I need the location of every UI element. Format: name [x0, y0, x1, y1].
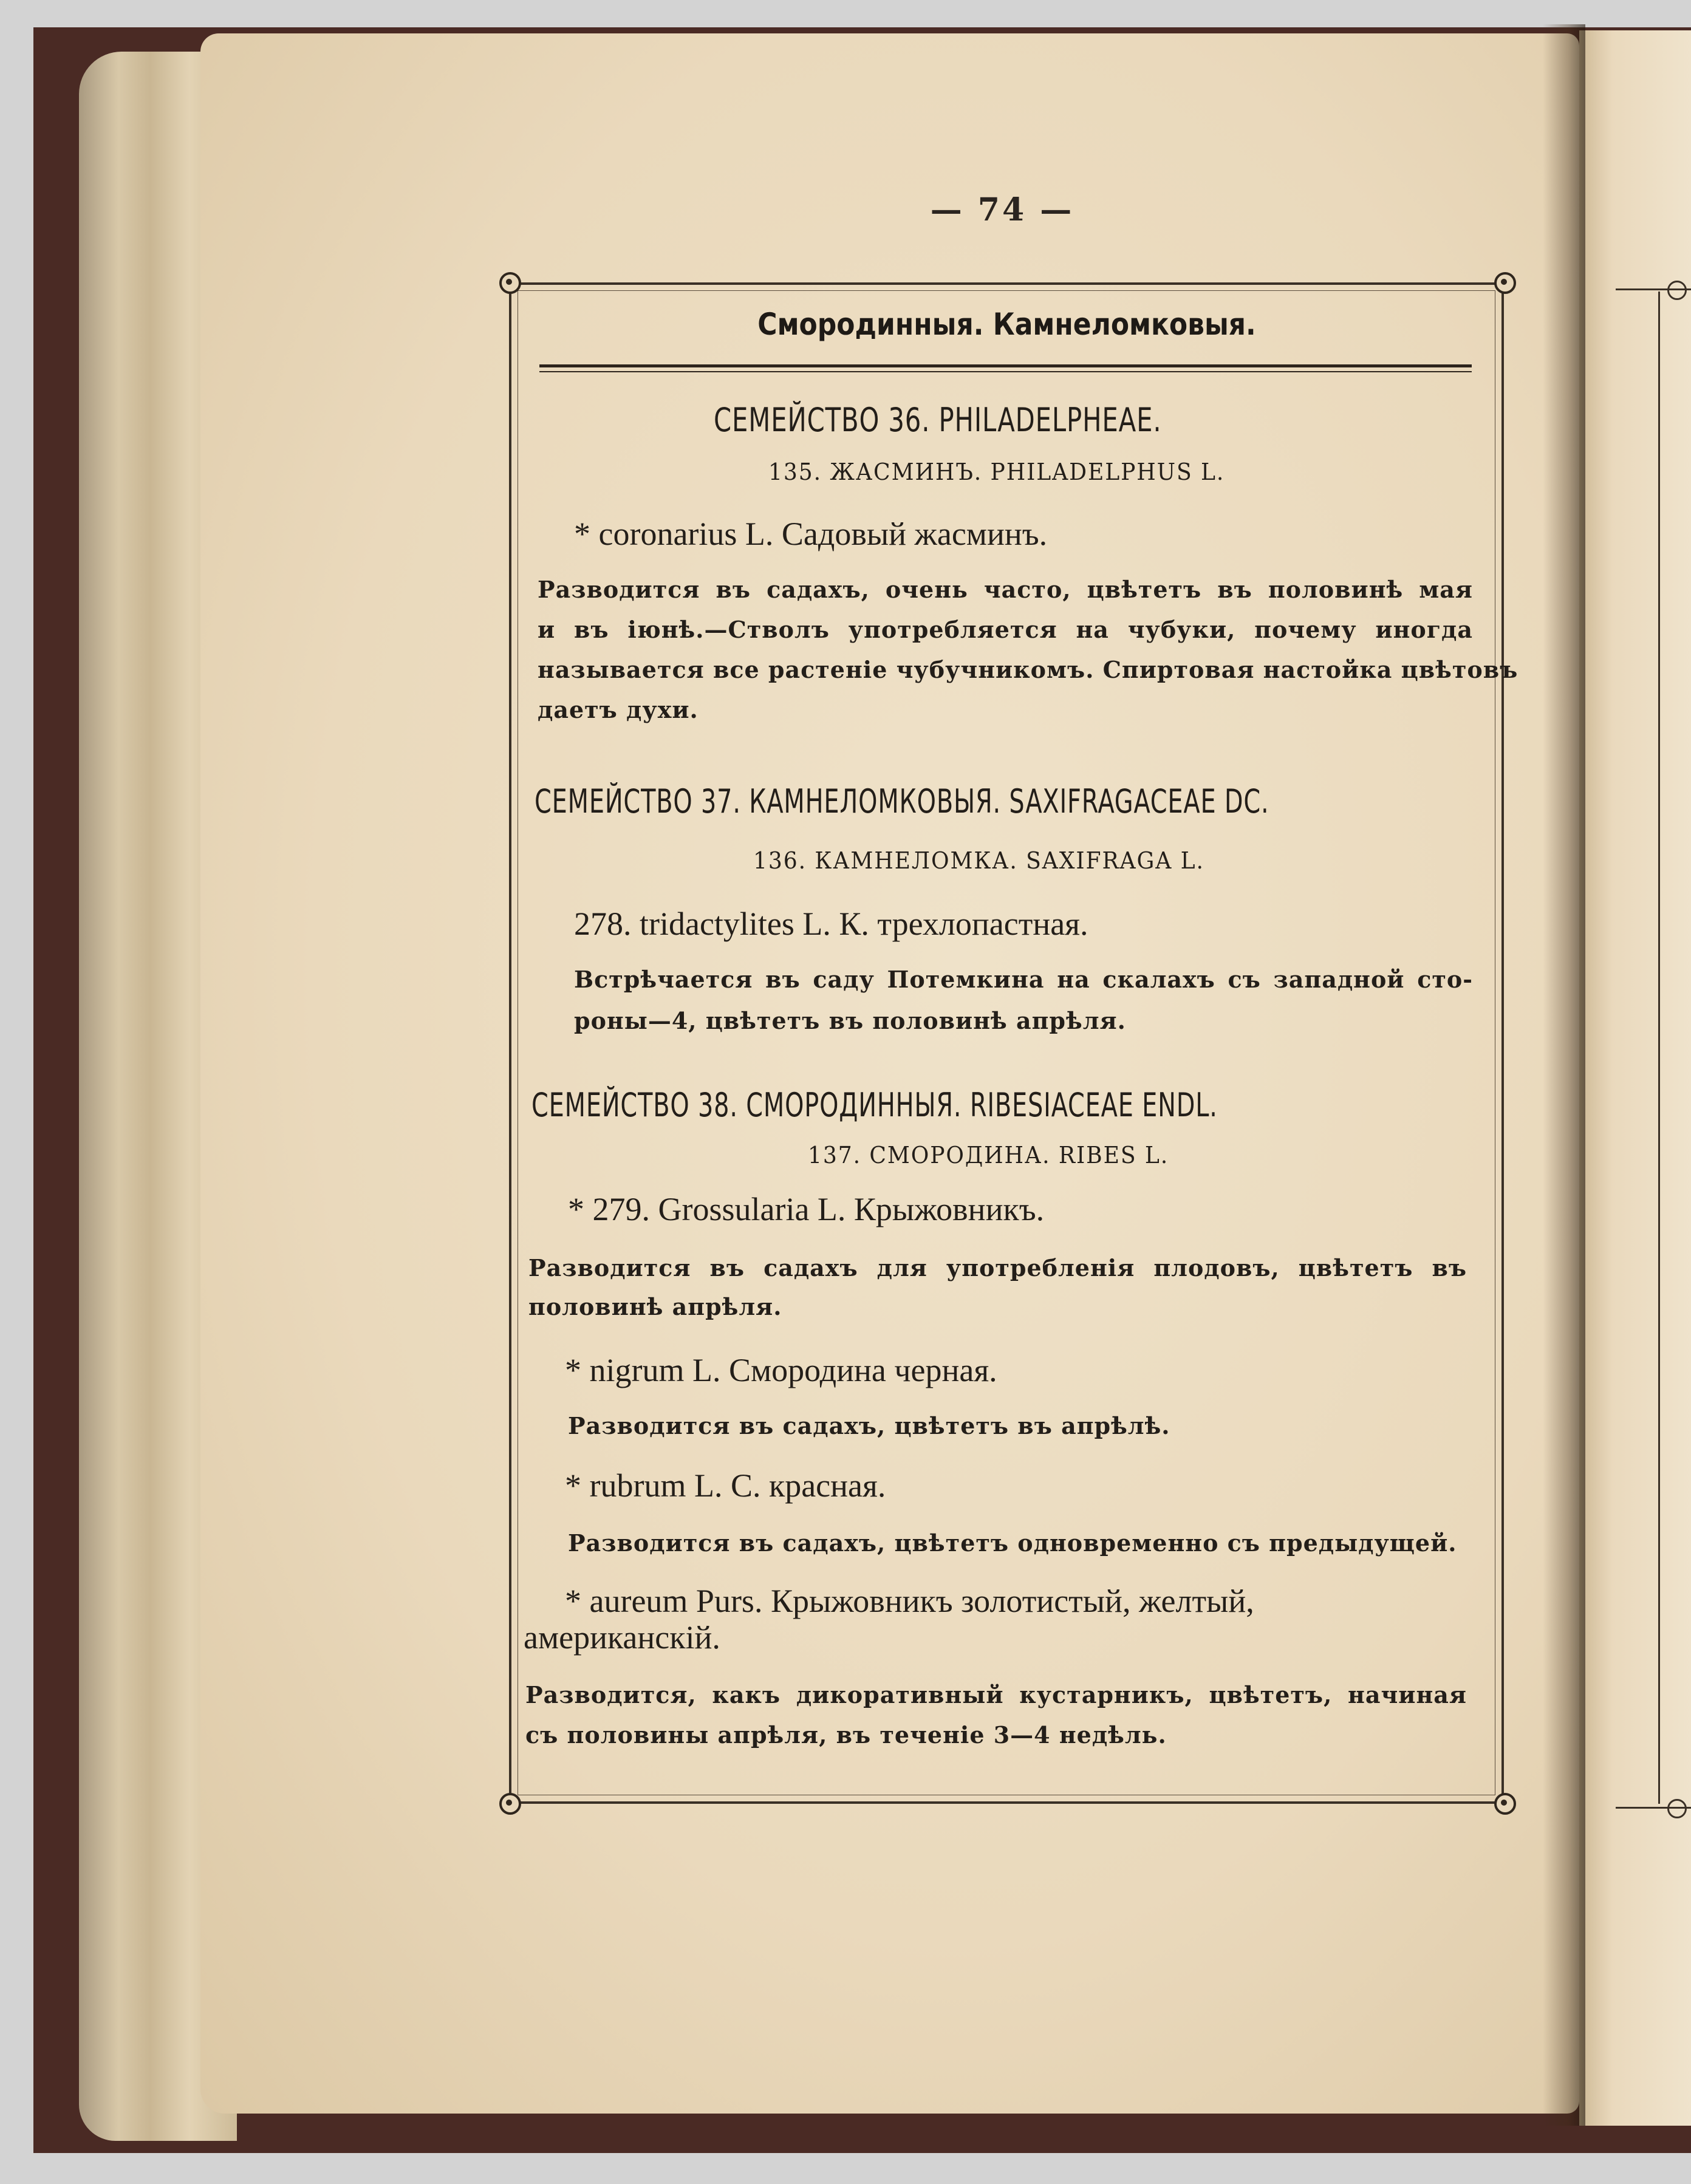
species-description: Разводится въ садахъ, цвѣтетъ одновременно съ предыдущей.: [568, 1529, 1457, 1557]
corner-ornament-icon: [1494, 1793, 1516, 1815]
species-description: [525, 1681, 1467, 1761]
corner-ornament-icon: [1667, 1799, 1687, 1818]
genus-heading: 136. КАМНЕЛОМКА. SAXIFRAGA L.: [753, 847, 1204, 874]
text-line: съ половины апрѣля, въ теченіе 3—4 недѣль.: [525, 1721, 1167, 1749]
text-line: Разводится въ садахъ для употребленія плодовъ, цвѣтетъ въ: [528, 1254, 1467, 1281]
family-heading: СЕМЕЙСТВО 38. СМОРОДИННЫЯ. RIBESIACEAE ENDL.: [531, 1086, 1218, 1124]
corner-ornament-icon: [499, 272, 521, 294]
adjacent-page-rule: [1658, 292, 1660, 1804]
species-name: * coronarius L. Садовый жасминъ.: [574, 516, 1048, 552]
text-line: половинѣ апрѣля.: [528, 1293, 782, 1320]
species-name: * aureum Purs. Крыжовникъ золотистый, желтый,: [565, 1583, 1254, 1619]
text-line: Встрѣчается въ саду Потемкина на скалахъ съ западной сто-: [574, 966, 1473, 993]
family-heading: СЕМЕЙСТВО 37. КАМНЕЛОМКОВЫЯ. SAXIFRAGACEAE DC.: [535, 782, 1269, 821]
text-line: Разводится, какъ дикоративный кустарникъ, цвѣтетъ, начиная: [525, 1681, 1467, 1708]
page-number: — 74 —: [930, 191, 1074, 228]
header-rule: [539, 371, 1472, 372]
corner-ornament-icon: [499, 1793, 521, 1815]
species-description: [528, 1254, 1467, 1332]
family-heading: СЕМЕЙСТВО 36. PHILADELPHEAE.: [714, 401, 1162, 439]
text-line: и въ іюнѣ.—Стволъ употребляется на чубуки, почему иногда: [538, 616, 1473, 643]
text-line: даетъ духи.: [538, 696, 699, 723]
corner-ornament-icon: [1667, 281, 1687, 300]
species-name: американскій.: [524, 1619, 720, 1656]
species-name: * rubrum L. С. красная.: [565, 1467, 886, 1504]
header-rule: [539, 364, 1472, 367]
genus-heading: 137. СМОРОДИНА. RIBES L.: [808, 1142, 1169, 1169]
running-head: Смородинныя. Камнеломковыя.: [757, 307, 1256, 342]
species-description: [538, 576, 1518, 736]
species-name: 278. tridactylites L. К. трехлопастная.: [574, 906, 1088, 942]
book-gutter-shadow: [1543, 24, 1585, 2126]
text-line: называется все растеніе чубучникомъ. Спиртовая настойка цвѣтовъ: [538, 656, 1518, 683]
text-line: роны—4, цвѣтетъ въ половинѣ апрѣля.: [574, 1007, 1126, 1034]
species-name: * nigrum L. Смородина черная.: [565, 1352, 997, 1388]
text-line: Разводится въ садахъ, очень часто, цвѣтетъ въ половинѣ мая: [538, 576, 1473, 603]
species-description: Разводится въ садахъ, цвѣтетъ въ апрѣлѣ.: [568, 1412, 1170, 1439]
species-name: * 279. Grossularia L. Крыжовникъ.: [568, 1191, 1045, 1227]
genus-heading: 135. ЖАСМИНЪ. PHILADELPHUS L.: [768, 459, 1225, 485]
species-description: [574, 966, 1473, 1048]
corner-ornament-icon: [1494, 272, 1516, 294]
